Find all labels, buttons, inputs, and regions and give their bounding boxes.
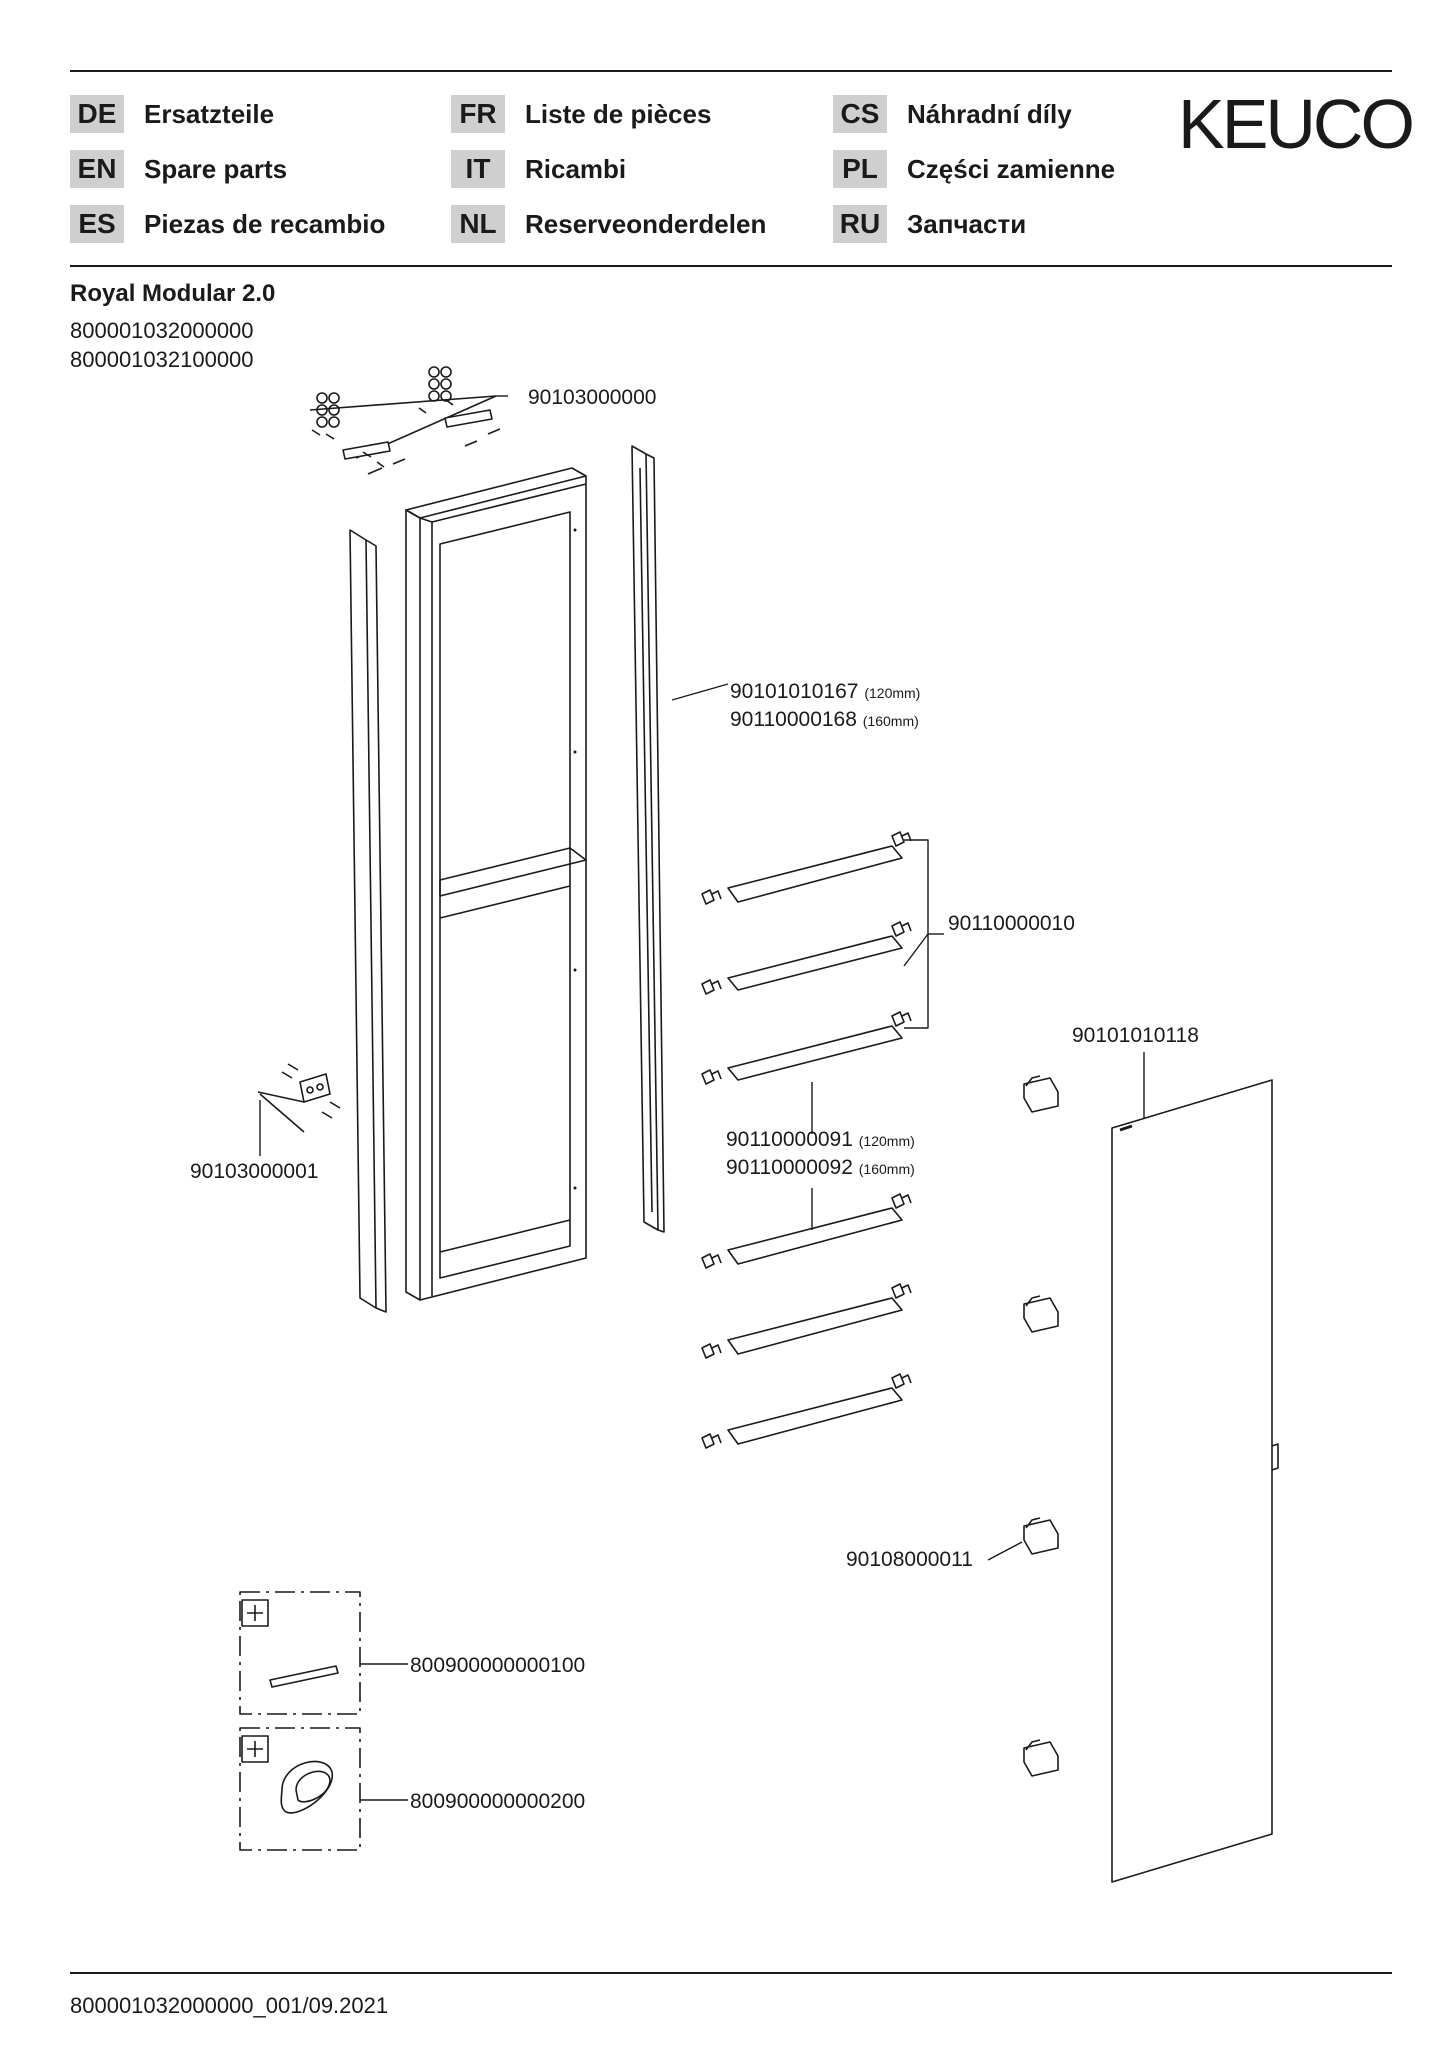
lang-code: NL [451,205,505,243]
side-fixing-bracket [258,1064,340,1132]
part-label-90108000011: 90108000011 [846,1548,973,1571]
lang-name: Ricambi [525,153,627,184]
lang-name: Piezas de recambio [144,208,386,239]
part-label-800900000000100: 800900000000100 [410,1654,586,1677]
door-hinges [1024,1076,1058,1776]
lang-code: IT [451,150,505,188]
part-label-90110000091: 90110000091 (120mm) [726,1128,915,1151]
part-label-800900000000200: 800900000000200 [410,1790,586,1813]
lang-code: RU [833,205,887,243]
part-label-90110000092: 90110000092 (160mm) [726,1156,915,1179]
part-label-90101010167: 90101010167 (120mm) [730,680,921,703]
lang-code: FR [451,95,505,133]
lang-code: DE [70,95,124,133]
lang-name: Ersatzteile [144,98,275,129]
lang-name: Części zamienne [907,153,1116,184]
document-number: 800001032000000_001/09.2021 [70,1993,389,2018]
lang-name: Liste de pièces [525,98,712,129]
lang-name: Spare parts [144,153,288,184]
lang-code: EN [70,150,124,188]
part-label-90110000010: 90110000010 [948,912,1075,935]
part-label-90103000001: 90103000001 [190,1160,319,1183]
product-number: 800001032100000 [70,347,254,372]
lang-code: ES [70,205,124,243]
product-number: 800001032000000 [70,318,254,343]
top-fixing-kit [310,367,500,474]
lang-name: Reserveonderdelen [525,208,767,239]
left-side-panel [350,530,386,1312]
product-title: Royal Modular 2.0 [70,280,276,307]
lang-code: CS [833,95,887,133]
lang-name: Náhradní díly [907,98,1072,129]
lang-code: PL [833,150,887,188]
leader-lines [260,396,1144,1800]
part-label-90110000168: 90110000168 (160mm) [730,708,919,731]
keuco-logo: KEUCO [1178,85,1412,163]
right-side-panel [632,446,664,1232]
accessory-boxes [240,1592,360,1850]
lang-name: Запчасти [907,208,1027,239]
mirror-door [1112,1080,1278,1882]
part-label-90101010118: 90101010118 [1072,1024,1199,1047]
part-label-90103000000: 90103000000 [528,386,657,409]
cabinet-body [406,468,586,1300]
